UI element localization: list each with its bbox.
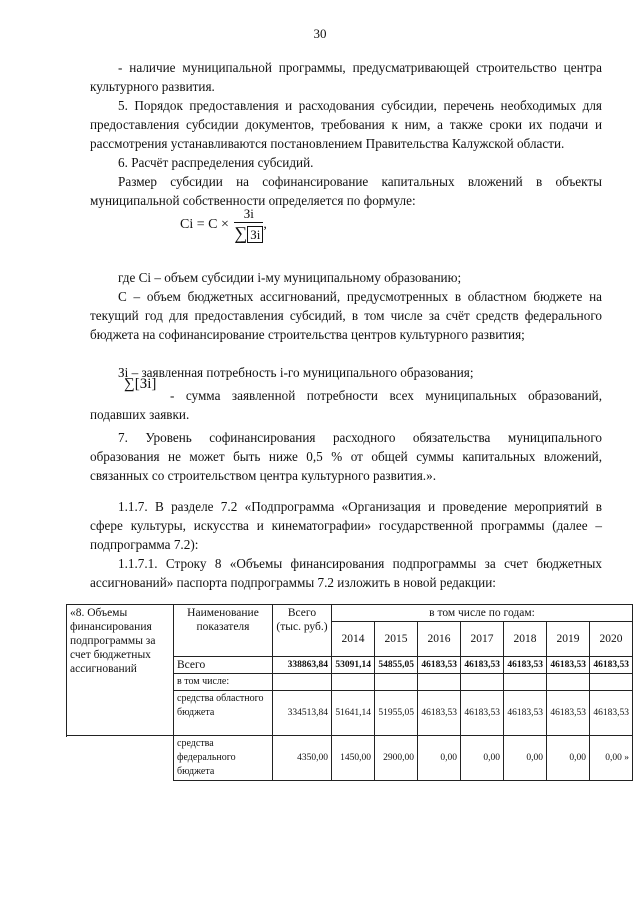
table-year: 2016 <box>418 622 461 657</box>
formula-comma: , <box>263 217 267 233</box>
table-cell <box>547 674 590 691</box>
table-cell: 46183,53 <box>590 657 633 674</box>
table-row-label: средства областного бюджета <box>174 691 273 736</box>
formula-lhs: Ci = C × <box>180 217 229 232</box>
table-cell: 334513,84 <box>273 691 332 736</box>
formula-denominator: Зi <box>247 226 263 243</box>
paragraph-section-7-2: 1.1.7. В разделе 7.2 «Подпрограмма «Организация и проведение мероприятий в сфере культуры, искусства и кинематографии» государственной программы (далее – подпрограмма 7.2): <box>90 499 602 552</box>
paragraph-subsidy-procedure: 5. Порядок предоставления и расходования субсидии, перечень необходимых для предоставления субсидии документов, требования к ним, а также сроки их подачи и рассмотрения устанавливаются постановлением Правительства Калужской области. <box>90 98 602 151</box>
sum-symbol: ∑[Зi] <box>124 376 157 392</box>
table-cell: 0,00 <box>504 736 547 781</box>
paragraph-cofinancing-level: 7. Уровень софинансирования расходного обязательства муниципального образования не может быть ниже 0,5 % от общей суммы капитальных вложений, связанных со строительством центра культурного развития.». <box>90 430 602 483</box>
formula-denominator-wrap <box>234 223 263 244</box>
table-cell: 46183,53 <box>418 691 461 736</box>
table-cell: 46183,53 <box>547 691 590 736</box>
table-cell <box>504 674 547 691</box>
subsidy-formula <box>180 206 267 244</box>
table-cell: 0,00 <box>547 736 590 781</box>
table-year: 2020 <box>590 622 633 657</box>
table-cell: 46183,53 <box>418 657 461 674</box>
table-cell: 4350,00 <box>273 736 332 781</box>
table-cell <box>375 674 418 691</box>
paragraph-row-8-instruction: 1.1.7.1. Строку 8 «Объемы финансирования подпрограммы за счет бюджетных ассигнований» паспорта подпрограммы 7.2 изложить в новой редакции: <box>90 556 602 590</box>
table-year: 2019 <box>547 622 590 657</box>
table-empty-cell <box>67 736 174 781</box>
table-cell: 46183,53 <box>461 691 504 736</box>
table-cell <box>461 674 504 691</box>
table-cell: 0,00 <box>461 736 504 781</box>
table-cell <box>418 674 461 691</box>
sigma-symbol: ∑ <box>234 223 248 243</box>
paragraph-formula-intro: Размер субсидии на софинансирование капитальных вложений в объекты муниципальной собственности определяется по формуле: <box>90 174 602 208</box>
table-cell: 54855,05 <box>375 657 418 674</box>
formula-fraction <box>234 206 263 244</box>
paragraph-municipal-program: - наличие муниципальной программы, предусматривающей строительство центра культурного развития. <box>90 60 602 94</box>
table-row-label: Всего <box>174 657 273 674</box>
table-year: 2014 <box>332 622 375 657</box>
paragraph-sum-definition: - сумма заявленной потребности всех муниципальных образований, подавших заявки. <box>90 388 602 422</box>
table-cell <box>332 674 375 691</box>
table-cell: 2900,00 <box>375 736 418 781</box>
table-row-title: «8. Объемы финансирования подпрограммы за счет бюджетных ассигнований <box>67 605 174 736</box>
table-cell <box>590 674 633 691</box>
table-cell: 46183,53 <box>504 691 547 736</box>
table-year: 2018 <box>504 622 547 657</box>
table-header-total: Всего (тыс. руб.) <box>273 605 332 657</box>
table-cell: 51641,14 <box>332 691 375 736</box>
table-cell: 46183,53 <box>590 691 633 736</box>
table-year: 2015 <box>375 622 418 657</box>
paragraph-subsidy-calculation: 6. Расчёт распределения субсидий. <box>118 155 314 170</box>
table-header-years: в том числе по годам: <box>332 605 633 622</box>
paragraph-ci-definition: где Ci – объем субсидии i-му муниципальному образованию; <box>118 270 462 285</box>
table-row-label: в том числе: <box>174 674 273 691</box>
table-cell: 338863,84 <box>273 657 332 674</box>
table-cell: 46183,53 <box>504 657 547 674</box>
table-cell: 0,00 » <box>590 736 633 781</box>
paragraph-zi-definition: Зi – заявленная потребность i-го муниципального образования; <box>118 365 474 380</box>
table-row <box>67 736 633 781</box>
table-cell: 51955,05 <box>375 691 418 736</box>
table-cell: 46183,53 <box>547 657 590 674</box>
table-cell: 53091,14 <box>332 657 375 674</box>
paragraph-c-definition: С – объем бюджетных ассигнований, предусмотренных в областном бюджете на текущий год для предоставления субсидий, в том числе за счёт средств федерального бюджета на софинансирование строительства центров культурного развития; <box>90 289 602 342</box>
table-cell: 0,00 <box>418 736 461 781</box>
table-cell: 1450,00 <box>332 736 375 781</box>
table-row-label: средства федерального бюджета <box>174 736 273 781</box>
formula-numerator: Зi <box>234 206 263 223</box>
page-number: 30 <box>313 26 327 41</box>
table-cell: 46183,53 <box>461 657 504 674</box>
table-year: 2017 <box>461 622 504 657</box>
table-cell <box>273 674 332 691</box>
table-header-indicator: Наименование показателя <box>174 605 273 657</box>
financing-table <box>66 604 633 781</box>
